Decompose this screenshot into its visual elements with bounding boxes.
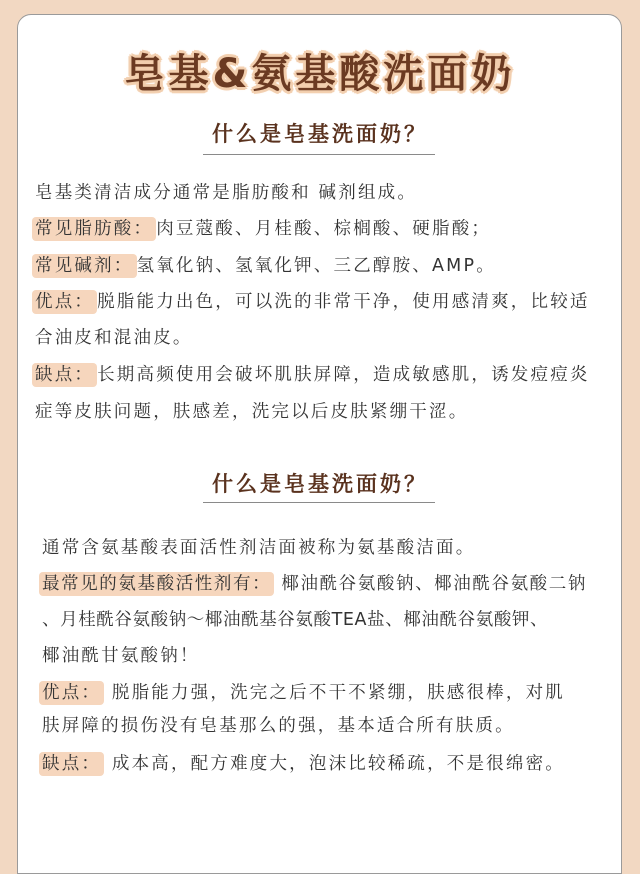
item-text: 肤屏障的损伤没有皂基那么的强，基本适合所有肤质。 xyxy=(42,716,515,736)
item-text: 长期高频使用会破坏肌肤屏障，造成敏感肌，诱发痘痘炎 xyxy=(97,365,590,385)
item-text: 脱脂能力出色，可以洗的非常干净，使用感清爽，比较适 xyxy=(97,292,590,312)
item-text: 椰油酰谷氨酸钠、椰油酰谷氨酸二钠 xyxy=(281,574,587,594)
item-text: 、月桂酰谷氨酸钠～椰油酰基谷氨酸TEA盐、椰油酰谷氨酸钾、 xyxy=(42,610,549,630)
item-label: 优点： xyxy=(39,681,104,705)
section1-divider xyxy=(203,154,435,155)
item-text: 肉豆蔻酸、月桂酸、棕榈酸、硬脂酸； xyxy=(156,219,492,239)
item-label: 最常见的氨基酸活性剂有： xyxy=(39,572,274,596)
section1-item xyxy=(35,252,496,277)
item-text: 脱脂能力强，洗完之后不干不紧绷，肤感很棒，对肌 xyxy=(111,683,565,703)
section1-intro: 皂基类清洁成分通常是脂肪酸和 碱剂组成。 xyxy=(35,183,418,203)
section2-heading: 什么是皂基洗面奶？ xyxy=(212,472,428,496)
section2-item xyxy=(42,679,565,704)
item-label: 缺点： xyxy=(32,363,97,387)
item-text: 氢氧化钠、氢氧化钾、三乙醇胺、AMP。 xyxy=(136,256,496,276)
section1-item xyxy=(35,215,491,240)
item-text: 症等皮肤问题，肤感差，洗完以后皮肤紧绷干涩。 xyxy=(35,402,469,422)
page-title: 皂基&氨基酸洗面奶 xyxy=(124,51,516,97)
item-label: 常见碱剂： xyxy=(32,254,137,278)
item-text: 椰油酰甘氨酸钠！ xyxy=(42,646,200,666)
section2-item xyxy=(42,570,587,595)
section2-item xyxy=(42,750,565,775)
section1-item xyxy=(35,288,590,313)
section1-heading: 什么是皂基洗面奶？ xyxy=(212,122,428,146)
item-text: 合油皮和混油皮。 xyxy=(35,328,193,348)
section2-divider xyxy=(203,502,435,503)
item-label: 缺点： xyxy=(39,752,104,776)
item-label: 优点： xyxy=(32,290,97,314)
section2-intro: 通常含氨基酸表面活性剂洁面被称为氨基酸洁面。 xyxy=(42,538,476,558)
item-label: 常见脂肪酸： xyxy=(32,217,156,241)
section1-item xyxy=(35,361,590,386)
item-text: 成本高，配方难度大，泡沫比较稀疏，不是很绵密。 xyxy=(111,754,565,774)
